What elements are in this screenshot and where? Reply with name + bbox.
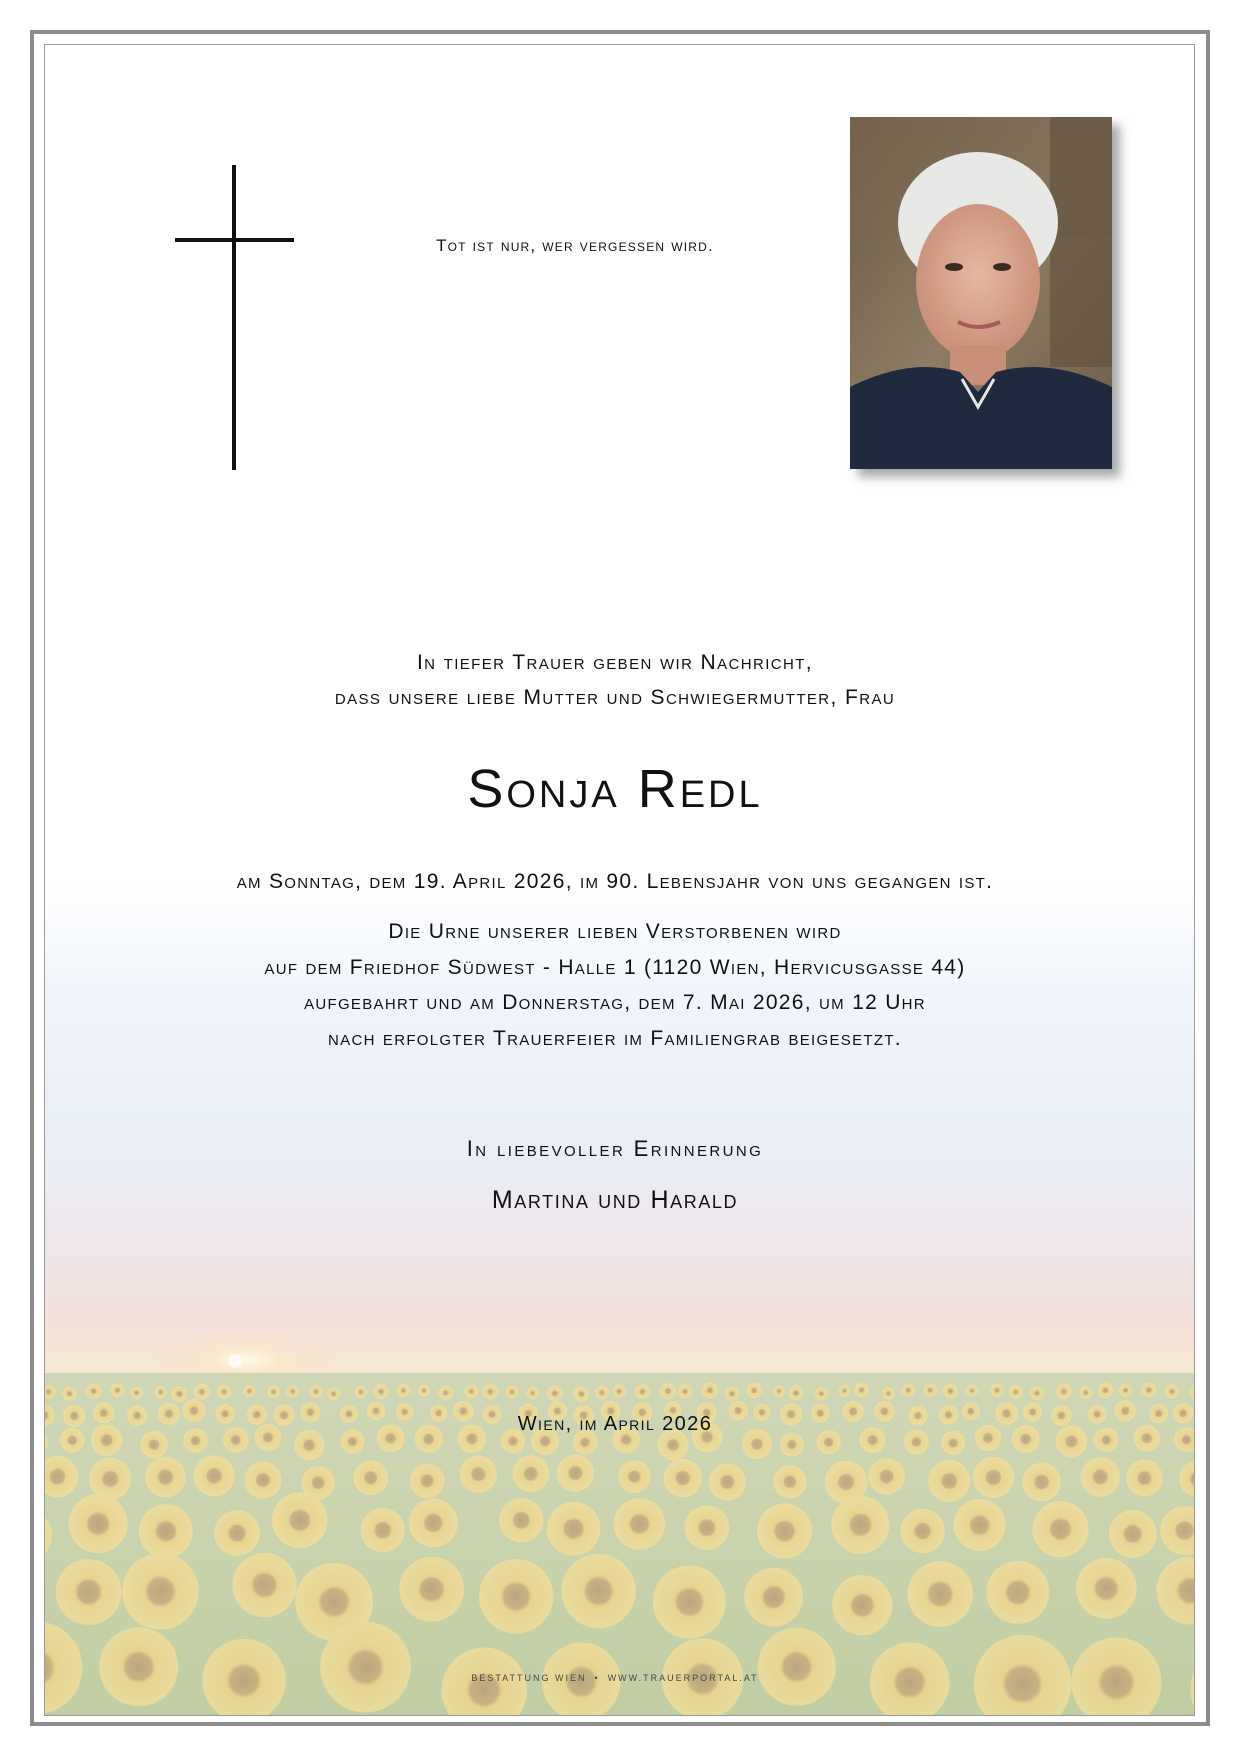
- sunflower-decoration: [512, 1455, 549, 1492]
- place-date: Wien, im April 2026: [517, 1413, 713, 1435]
- sunflower-decoration: [1098, 1383, 1114, 1399]
- sunflower-decoration: [757, 1504, 812, 1559]
- sunflower-decoration: [460, 1455, 497, 1492]
- sunflower-decoration: [139, 1504, 193, 1558]
- sunflower-decoration: [99, 1627, 178, 1706]
- sunflower-decoration: [243, 1385, 256, 1398]
- sunflower-decoration: [464, 1384, 478, 1398]
- details-line: Die Urne unserer lieben Verstorbenen wird: [388, 920, 842, 943]
- sunflower-decoration: [780, 1433, 804, 1457]
- sunflower-decoration: [373, 1384, 388, 1399]
- sunflower-decoration: [353, 1460, 388, 1495]
- sunflower-decoration: [1080, 1457, 1119, 1496]
- sunflower-decoration: [954, 1499, 1006, 1551]
- sunflower-decoration: [854, 1383, 868, 1397]
- sunflower-decoration: [60, 1428, 85, 1453]
- sunflower-decoration: [815, 1387, 828, 1400]
- sunflower-decoration: [902, 1384, 915, 1397]
- sunflower-decoration: [653, 1566, 726, 1639]
- sunflower-decoration: [354, 1386, 367, 1399]
- sunflower-decoration: [612, 1385, 625, 1398]
- sunflower-decoration: [217, 1385, 231, 1399]
- sunflower-decoration: [1076, 1558, 1137, 1619]
- sunflower-decoration: [526, 1387, 538, 1399]
- sunflower-decoration: [907, 1561, 973, 1627]
- sunflower-decoration: [361, 1508, 405, 1552]
- sunflower-decoration: [678, 1384, 692, 1398]
- footer-company: BESTATTUNG WIEN: [471, 1673, 587, 1683]
- sunflower-decoration: [1119, 1384, 1132, 1397]
- sunflower-decoration: [483, 1384, 498, 1399]
- sunflower-decoration: [63, 1405, 85, 1427]
- mourners: Martina und Harald: [491, 1186, 739, 1214]
- footer: [100, 1673, 1130, 1683]
- portrait-photo: [850, 117, 1112, 469]
- motto: Tot ist nur, wer vergessen wird.: [436, 236, 714, 255]
- sunflower-decoration: [171, 1386, 187, 1402]
- footer-separator: •: [594, 1673, 600, 1683]
- sunflower-decoration: [327, 1387, 340, 1400]
- sunflower-decoration: [574, 1386, 590, 1402]
- sunflower-decoration: [725, 1386, 739, 1400]
- sunflower-decoration: [399, 1557, 464, 1622]
- sunflower-decoration: [557, 1454, 594, 1491]
- sunflower-decoration: [244, 1461, 281, 1498]
- sunflower-decoration: [685, 1505, 730, 1550]
- details-line: nach erfolgter Trauerfeier im Familiengrab beigesetzt.: [328, 1026, 902, 1050]
- sunflower-decoration: [1022, 1463, 1061, 1502]
- sunflower-decoration: [479, 1559, 553, 1633]
- sunflower-decoration: [561, 1554, 635, 1628]
- sunflower-decoration: [1032, 1501, 1088, 1557]
- sunflower-decoration: [1126, 1460, 1163, 1497]
- sunflower-decoration: [1165, 1385, 1179, 1399]
- sunflower-decoration: [232, 1553, 296, 1617]
- sunflower-decoration: [900, 1509, 944, 1553]
- sunflower-decoration: [614, 1498, 666, 1550]
- details-line: aufgebahrt und am Donnerstag, dem 7. Mai 2026, um 12 Uhr: [304, 991, 926, 1014]
- sunflower-decoration: [499, 1498, 544, 1543]
- sunflower-decoration: [943, 1384, 958, 1399]
- sunflower-decoration: [286, 1385, 299, 1398]
- sunflower-decoration: [868, 1458, 905, 1495]
- sunflower-decoration: [505, 1385, 518, 1398]
- sunflower-decoration: [773, 1465, 806, 1498]
- sunflower-decoration: [595, 1386, 609, 1400]
- sunflower-decoration: [1133, 1425, 1160, 1452]
- sunflower-decoration: [663, 1459, 702, 1498]
- sunflower-decoration: [56, 1559, 122, 1625]
- sunflower-decoration: [789, 1386, 804, 1401]
- memory-line: In liebevoller Erinnerung: [466, 1136, 764, 1161]
- sunflower-decoration: [831, 1496, 889, 1554]
- sunflower-decoration: [547, 1502, 601, 1556]
- sunflower-decoration: [194, 1455, 235, 1496]
- cross-icon: [232, 165, 236, 470]
- announcement-line-2: dass unsere liebe Mutter und Schwiegermutter, Frau: [334, 686, 896, 709]
- sunflower-decoration: [966, 1385, 978, 1397]
- sunflower-decoration: [62, 1387, 76, 1401]
- sunflower-decoration: [773, 1385, 785, 1397]
- sunflower-decoration: [924, 1384, 937, 1397]
- funeral-details: [100, 914, 1130, 1056]
- sunflower-decoration: [928, 1460, 970, 1502]
- sunflower-decoration: [1030, 1386, 1044, 1400]
- sunflower-decoration: [267, 1385, 280, 1398]
- cross-icon-bar: [175, 238, 294, 242]
- sunflower-decoration: [832, 1575, 892, 1635]
- sunflower-decoration: [309, 1385, 322, 1398]
- sunflower-decoration: [69, 1494, 128, 1553]
- deceased-name: Sonja Redl: [467, 759, 763, 819]
- sunflower-decoration: [702, 1382, 718, 1398]
- sunflower-decoration: [986, 1561, 1049, 1624]
- sunflower-decoration: [110, 1383, 124, 1397]
- sunflower-decoration: [397, 1384, 410, 1397]
- sunflower-decoration: [758, 1628, 836, 1706]
- sunflower-decoration: [635, 1384, 650, 1399]
- sunflower-decoration: [1109, 1510, 1157, 1558]
- sunflower-decoration: [709, 1463, 746, 1500]
- sunflower-decoration: [194, 1384, 210, 1400]
- sunflower-decoration: [973, 1457, 1014, 1498]
- sunflower-decoration: [1079, 1386, 1092, 1399]
- sunflower-decoration: [990, 1384, 1004, 1398]
- sunflower-decoration: [214, 1510, 260, 1556]
- sunflower-decoration: [838, 1385, 850, 1397]
- sunflower-decoration: [154, 1386, 167, 1399]
- sunflower-decoration: [122, 1553, 199, 1630]
- sunflower-decoration: [410, 1464, 445, 1499]
- sunflower-decoration: [1142, 1383, 1156, 1397]
- sunflower-decoration: [89, 1458, 131, 1500]
- sunflower-decoration: [418, 1384, 430, 1396]
- sunflower-decoration: [882, 1387, 895, 1400]
- sunflower-decoration: [320, 1622, 411, 1713]
- death-line: am Sonntag, dem 19. April 2026, im 90. Lebensjahr von uns gegangen ist.: [236, 870, 994, 893]
- sunflower-decoration: [145, 1457, 186, 1498]
- sunflower-decoration: [272, 1492, 328, 1548]
- sunflower-decoration: [130, 1387, 143, 1400]
- sunflower-decoration: [618, 1460, 651, 1493]
- announcement: [100, 645, 1130, 715]
- sunflower-decoration: [86, 1384, 101, 1399]
- sunflower-decoration: [660, 1383, 676, 1399]
- sunflower-decoration: [438, 1386, 453, 1401]
- footer-website[interactable]: WWW.TRAUERPORTAL.AT: [607, 1673, 759, 1683]
- sunflower-decoration: [1009, 1385, 1023, 1399]
- sunflower-decoration: [1173, 1403, 1193, 1423]
- sunflower-decoration: [547, 1385, 563, 1401]
- sunflower-decoration: [409, 1498, 458, 1547]
- sunflower-decoration: [744, 1568, 803, 1627]
- details-line: auf dem Friedhof Südwest - Halle 1 (1120 Wien, Hervicusgasse 44): [264, 955, 966, 979]
- sunflower-decoration: [1149, 1404, 1168, 1423]
- sunflower-decoration: [746, 1383, 761, 1398]
- announcement-line-1: In tiefer Trauer geben wir Nachricht,: [416, 651, 814, 674]
- sunflower-decoration: [1056, 1384, 1072, 1400]
